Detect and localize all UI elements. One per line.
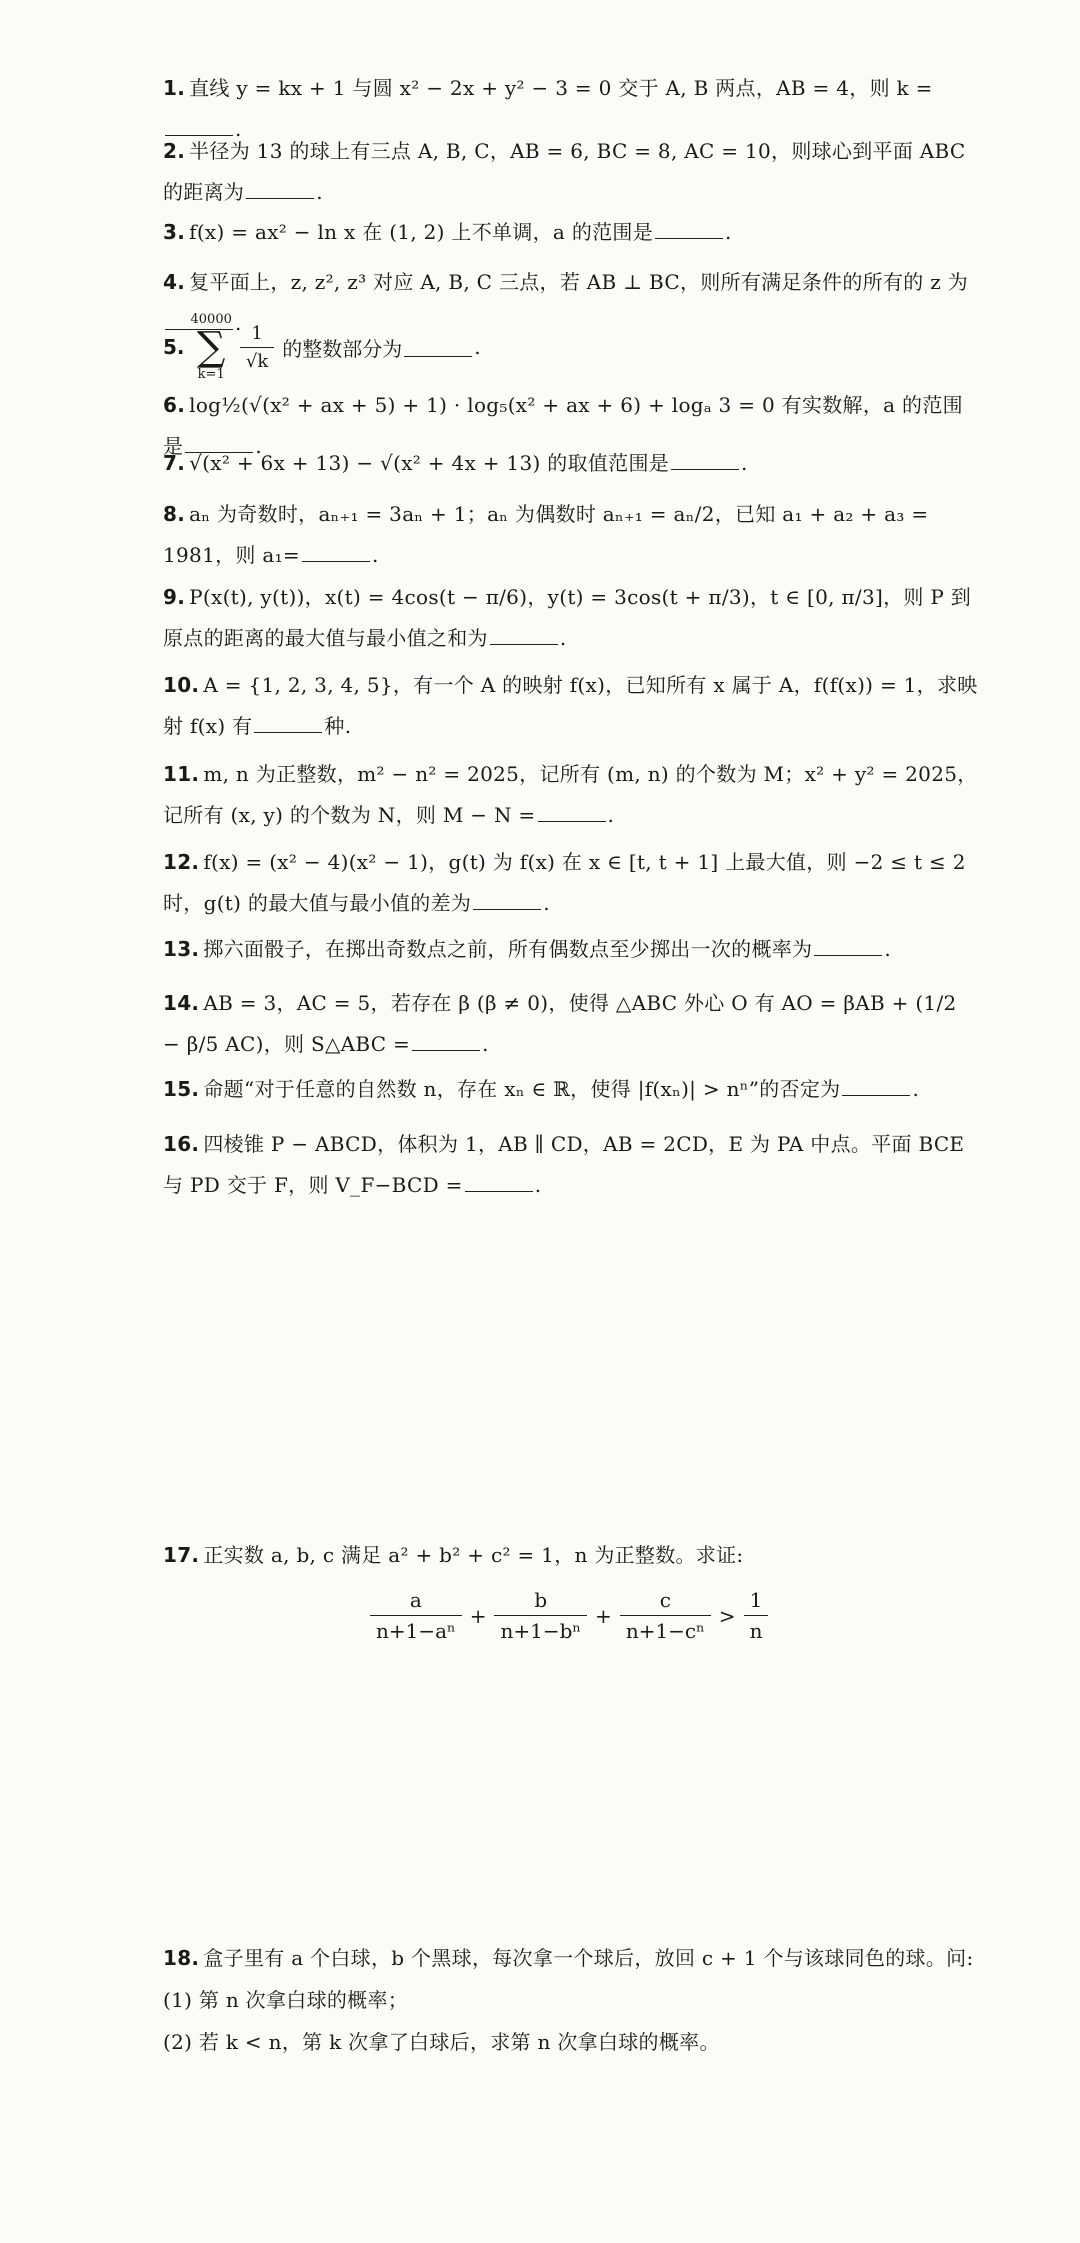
answer-blank[interactable] — [473, 891, 541, 910]
question-18-part-2: (2) 若 k < n，第 k 次拿了白球后，求第 n 次拿白球的概率。 — [163, 2030, 720, 2054]
question-6: 6. log½(√(x² + ax + 5) + 1) · log₅(x² + ax + 6) + logₐ 3 = 0 有实数解，a 的范围是 . — [163, 393, 963, 458]
answer-blank[interactable] — [465, 1173, 533, 1192]
question-15: 15. 命题“对于任意的自然数 n，存在 xₙ ∈ ℝ，使得 |f(xₙ)| > nⁿ”的否定为 . — [163, 1077, 920, 1101]
question-13: 13. 掷六面骰子，在掷出奇数点之前，所有偶数点至少掷出一次的概率为 . — [163, 937, 892, 961]
fraction: $\frac{a}{\text{n+1−aⁿ}}$ — [370, 1588, 462, 1643]
question-11: 11. m, n 为正整数，m² − n² = 2025，记所有 (m, n) 的个数为 M；x² + y² = 2025，记所有 (x, y) 的个数为 N，则 M − N = . — [163, 762, 978, 827]
answer-blank[interactable] — [655, 220, 723, 239]
fraction: $\frac{c}{\text{n+1−cⁿ}}$ — [620, 1588, 711, 1643]
answer-blank[interactable] — [814, 937, 882, 956]
answer-blank[interactable] — [538, 803, 606, 822]
answer-blank[interactable] — [302, 543, 370, 562]
answer-blank[interactable] — [671, 451, 739, 470]
question-8: 8. aₙ 为奇数时，aₙ₊₁ = 3aₙ + 1；aₙ 为偶数时 aₙ₊₁ = aₙ/2，已知 a₁ + a₂ + a₃ = 1981，则 a₁= . — [163, 502, 929, 567]
summation: 40000 ∑ k=1 — [190, 312, 232, 382]
question-5: 5. 40000 ∑ k=1 $\frac{1}{√k}$ 的整数部分为 . — [163, 312, 481, 382]
answer-blank[interactable] — [490, 626, 558, 645]
fraction: $\frac{b}{\text{n+1−bⁿ}}$ — [494, 1588, 587, 1643]
answer-blank[interactable] — [842, 1077, 910, 1096]
answer-blank[interactable] — [246, 180, 314, 199]
question-14: 14. AB = 3，AC = 5，若存在 β (β ≠ 0)，使得 △ABC 外心 O 有 AO = βAB + (1/2 − β/5 AC)，则 S△ABC = . — [163, 991, 957, 1056]
answer-blank[interactable] — [404, 338, 472, 357]
question-18-part-1: (1) 第 n 次拿白球的概率； — [163, 1988, 409, 2012]
answer-blank[interactable] — [254, 714, 322, 733]
question-17: 17. 正实数 a, b, c 满足 a² + b² + c² = 1，n 为正整数。求证: — [163, 1543, 744, 1567]
question-9: 9. P(x(t), y(t))，x(t) = 4cos(t − π/6)，y(t) = 3cos(t + π/3)，t ∈ [0, π/3]，则 P 到原点的距离的最大值与最小值之和为 . — [163, 585, 972, 650]
question-3: 3. f(x) = ax² − ln x 在 (1, 2) 上不单调，a 的范围是 . — [163, 220, 732, 244]
question-4: 4. 复平面上，z, z², z³ 对应 A, B, C 三点，若 AB ⊥ BC，则所有满足条件的所有的 z 为. — [163, 270, 968, 335]
fraction: $\frac{1}{n}$ — [744, 1588, 769, 1643]
question-1: 1. 直线 y = kx + 1 与圆 x² − 2x + y² − 3 = 0 交于 A, B 两点，AB = 4，则 k =. — [163, 76, 933, 141]
question-18: 18. 盒子里有 a 个白球，b 个黑球，每次拿一个球后，放回 c + 1 个与该球同色的球。问: — [163, 1946, 974, 1970]
question-10: 10. A = {1, 2, 3, 4, 5}，有一个 A 的映射 f(x)，已知所有 x 属于 A，f(f(x)) = 1，求映射 f(x) 有 种. — [163, 673, 978, 738]
inequality-formula: $\frac{a}{\text{n+1−aⁿ}}$ + $\frac{b}{\text{n+1−bⁿ}}$ + $\frac{c}{\text{n+1−cⁿ}}$ > $\frac{1}{n}$ — [370, 1588, 768, 1643]
question-7: 7. √(x² + 6x + 13) − √(x² + 4x + 13) 的取值范围是 . — [163, 451, 748, 475]
answer-blank[interactable] — [412, 1032, 480, 1051]
question-16: 16. 四棱锥 P − ABCD，体积为 1，AB ∥ CD，AB = 2CD，E 为 PA 中点。平面 BCE 与 PD 交于 F，则 V_F−BCD = . — [163, 1132, 965, 1197]
question-2: 2. 半径为 13 的球上有三点 A, B, C，AB = 6, BC = 8, AC = 10，则球心到平面 ABC 的距离为 . — [163, 139, 966, 204]
fraction: $\frac{1}{√k}$ — [240, 323, 274, 372]
question-12: 12. f(x) = (x² − 4)(x² − 1)，g(t) 为 f(x) 在 x ∈ [t, t + 1] 上最大值，则 −2 ≤ t ≤ 2 时，g(t) 的最大值与最小值的差为 . — [163, 850, 966, 915]
